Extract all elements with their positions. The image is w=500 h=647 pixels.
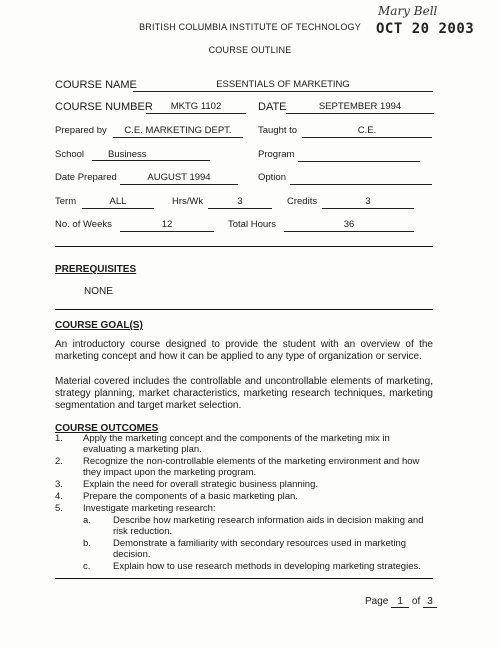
date-value: SEPTEMBER 1994 xyxy=(286,101,434,114)
goals-paragraph-1: An introductory course designed to provide the student with an overview of the marketing concept and how it can be applied to any type of organization or service. xyxy=(55,339,433,362)
item-text: Demonstrate a familiarity with secondary resources used in marketing decision. xyxy=(113,538,407,560)
item-number: 5. xyxy=(55,503,63,514)
prerequisites-heading: PREREQUISITES xyxy=(55,264,137,275)
item-number: 3. xyxy=(55,479,63,490)
item-letter: a. xyxy=(83,515,91,526)
date-prepared-value: AUGUST 1994 xyxy=(120,172,238,185)
credits-label: Credits xyxy=(287,196,318,207)
institution-name: BRITISH COLUMBIA INSTITUTE OF TECHNOLOGY xyxy=(139,22,361,32)
taught-to-value: C.E. xyxy=(302,125,432,138)
weeks-value: 12 xyxy=(120,219,214,232)
item-letter: b. xyxy=(83,538,91,549)
option-value xyxy=(290,172,432,185)
total-hours-value: 36 xyxy=(284,219,414,232)
item-number: 2. xyxy=(55,456,63,467)
weeks-label: No. of Weeks xyxy=(55,219,112,230)
prepared-by-value: C.E. MARKETING DEPT. xyxy=(113,125,243,138)
item-number: 4. xyxy=(55,491,63,502)
item-text: Describe how marketing research information aids in decision making and risk reduction. xyxy=(113,515,424,537)
item-text: Recognize the non-controllable elements of the marketing environment and how they impact upon the marketing program. xyxy=(83,456,420,478)
option-label: Option xyxy=(258,172,286,183)
of-label: of xyxy=(411,596,421,607)
prerequisites-value: NONE xyxy=(84,286,113,297)
date-stamp: OCT 20 2003 xyxy=(376,21,475,37)
program-value xyxy=(298,149,420,162)
term-label: Term xyxy=(55,196,77,207)
page-label: Page xyxy=(365,596,389,607)
document-title: COURSE OUTLINE xyxy=(208,45,292,55)
item-text: Explain how to use research methods in developing marketing strategies. xyxy=(113,561,421,572)
item-letter: c. xyxy=(83,561,91,572)
taught-to-label: Taught to xyxy=(258,125,298,136)
course-name-value: ESSENTIALS OF MARKETING xyxy=(133,79,433,92)
course-name-label: COURSE NAME xyxy=(55,79,137,91)
item-text: Investigate marketing research: xyxy=(83,503,216,514)
item-text: Apply the marketing concept and the components of the marketing mix in evaluating a marketing plan. xyxy=(83,433,390,455)
date-label: DATE xyxy=(258,101,287,113)
page-indicator xyxy=(365,596,437,608)
page-total: 3 xyxy=(423,596,437,608)
course-number-label: COURSE NUMBER xyxy=(55,101,153,113)
divider xyxy=(55,578,433,579)
divider xyxy=(55,309,433,310)
item-number: 1. xyxy=(55,433,63,444)
program-label: Program xyxy=(258,149,295,160)
prepared-by-label: Prepared by xyxy=(55,125,107,136)
handwritten-note: Mary Bell xyxy=(378,4,438,18)
goals-heading: COURSE GOAL(S) xyxy=(55,320,143,331)
item-text: Prepare the components of a basic marketing plan. xyxy=(83,491,298,502)
page-current: 1 xyxy=(391,596,409,608)
course-number-value: MKTG 1102 xyxy=(146,101,246,114)
divider xyxy=(55,246,433,247)
hrs-wk-value: 3 xyxy=(208,196,272,209)
total-hours-label: Total Hours xyxy=(228,219,277,230)
goals-paragraph-2: Material covered includes the controllable and uncontrollable elements of marketing, strategy planning, market characteristics, marketing research techniques, marketing segmentation and target market selection. xyxy=(55,376,433,411)
hrs-wk-label: Hrs/Wk xyxy=(172,196,204,207)
date-prepared-label: Date Prepared xyxy=(55,172,117,183)
credits-value: 3 xyxy=(322,196,414,209)
outcomes-heading: COURSE OUTCOMES xyxy=(55,423,159,434)
school-value: Business xyxy=(92,149,210,161)
item-text: Explain the need for overall strategic business planning. xyxy=(83,479,319,490)
term-value: ALL xyxy=(82,196,154,209)
school-label: School xyxy=(55,149,85,160)
